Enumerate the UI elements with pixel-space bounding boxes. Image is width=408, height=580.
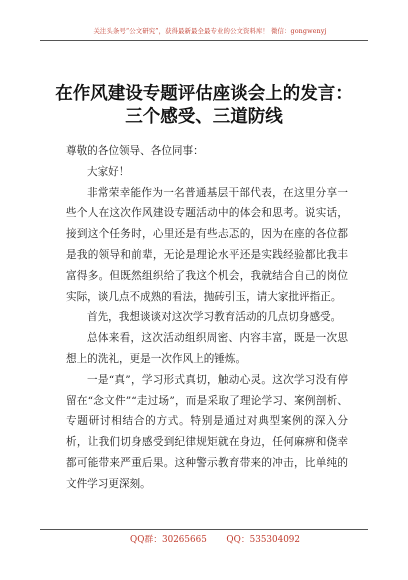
salutation: 尊敬的各位领导、各位同事： xyxy=(66,145,204,157)
page-footer xyxy=(130,532,300,545)
header-divider xyxy=(40,40,368,41)
document-body xyxy=(66,141,348,495)
footer-qq-group: QQ群：30265665 xyxy=(130,535,207,545)
footer-qq-contact: QQ：535304092 xyxy=(226,535,300,545)
body-paragraph: 非常荣幸能作为一名普通基层干部代表，在这里分享一些个人在这次作风建设专题活动中的体会和思考。说实话，接到这个任务时，心里还是有些忐忑的，因为在座的各位都是我的领导和前辈，无论是理论水平还是实践经验都比我丰富得多。但既然组织给了我这个机会，我就结合自己的岗位实际，谈几点不成熟的看法，抛砖引玉，请大家批评指正。 xyxy=(66,186,348,303)
document-title-line-1: 在作风建设专题评估座谈会上的发言： xyxy=(55,84,353,104)
page-header-promo: 关注头条号“公文研究”，获得最新最全最专业的公文资料库！ 微信：gongwenyj xyxy=(93,27,327,35)
footer-divider xyxy=(40,529,368,530)
body-paragraph: 一是“真”，学习形式真切，触动心灵。这次学习没有停留在“念文件”“走过场”，而是采取了理论学习、案例剖析、专题研讨相结合的方式。特别是通过对典型案例的深入分析，让我们切身感受到纪律规矩就在身边，任何麻痹和侥幸都可能带来严重后果。这种警示教育带来的冲击，比单纯的文件学习更深刻。 xyxy=(66,373,348,490)
greeting: 大家好！ xyxy=(87,165,130,178)
document-title-line-2: 三个感受、三道防线 xyxy=(125,107,283,127)
body-paragraph: 总体来看，这次活动组织周密、内容丰富，既是一次思想上的洗礼，更是一次作风上的锤炼。 xyxy=(66,332,348,365)
body-paragraph: 首先，我想谈谈对这次学习教育活动的几点切身感受。 xyxy=(87,311,342,324)
